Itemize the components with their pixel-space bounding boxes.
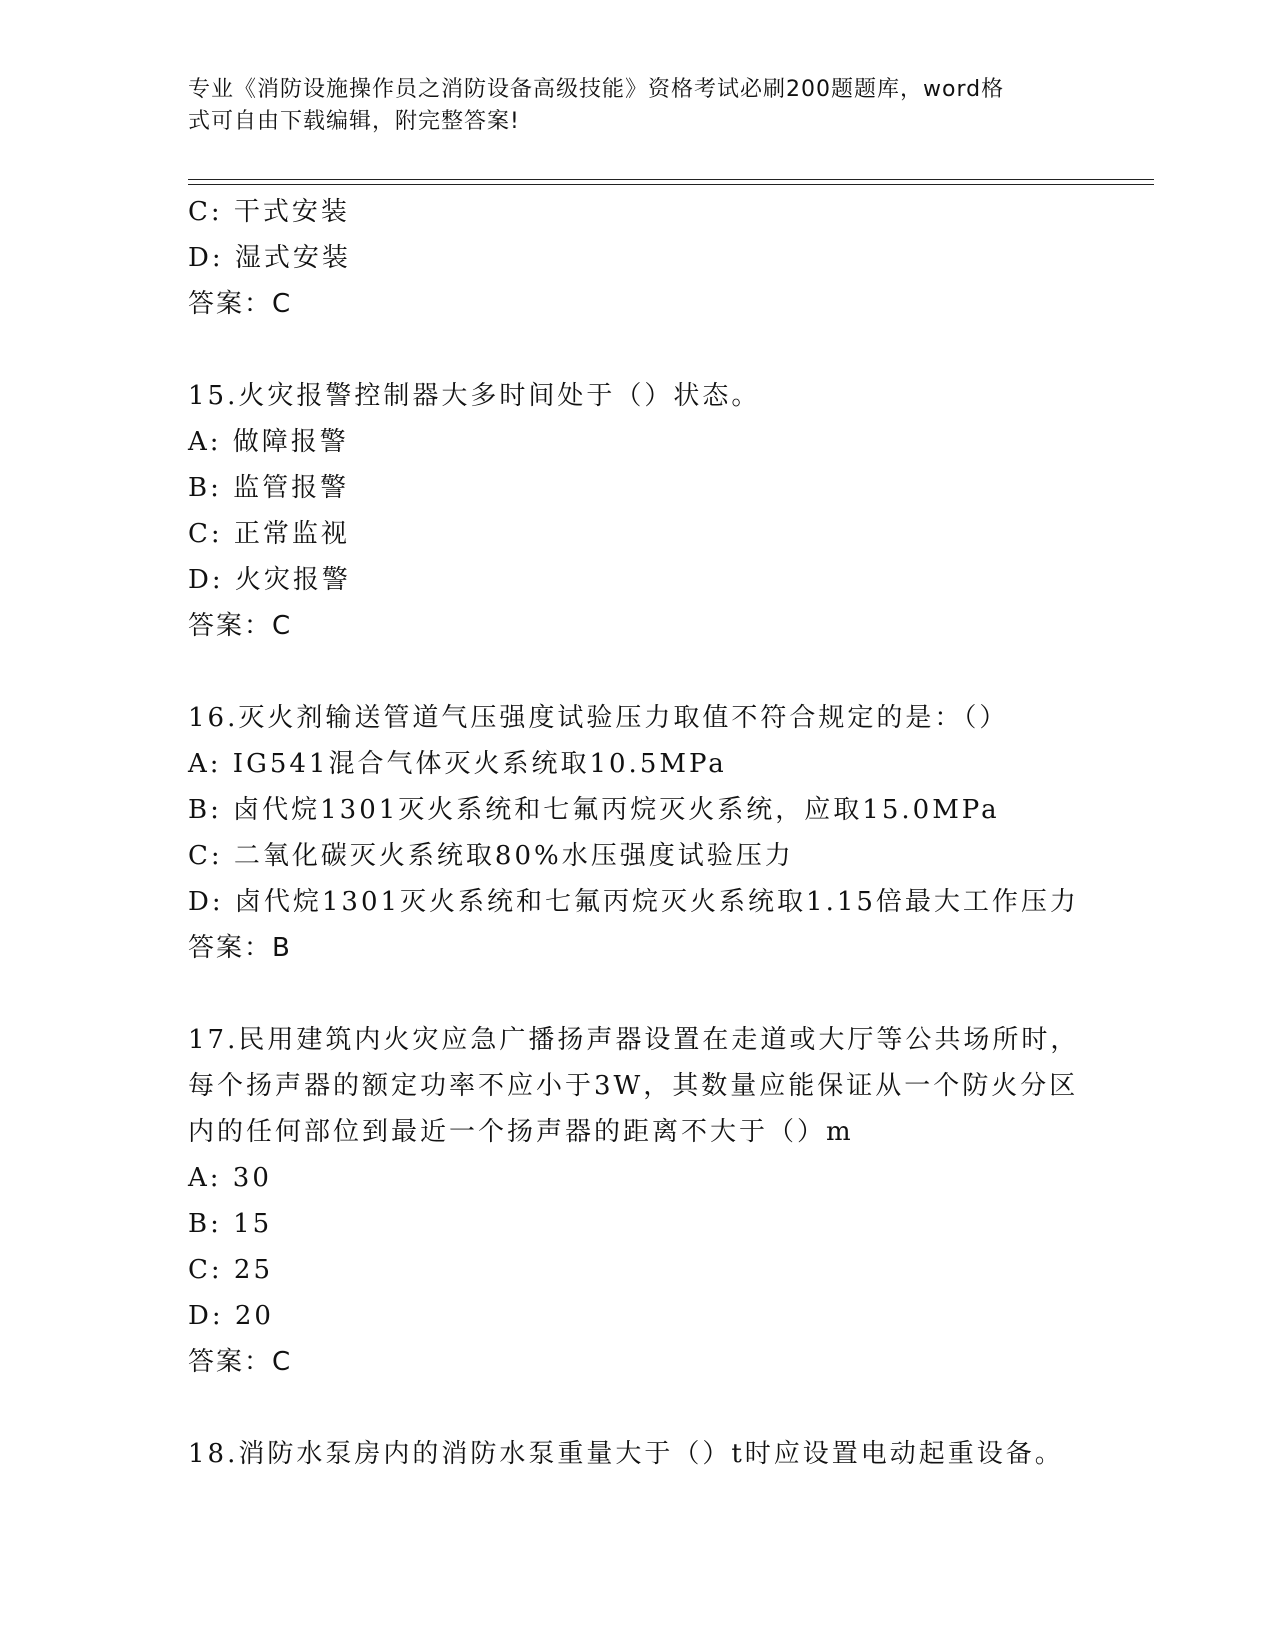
spacer	[188, 649, 1138, 695]
option-d: D: 湿式安装	[188, 243, 351, 273]
option-a: A: 30	[188, 1163, 272, 1193]
question-list	[188, 189, 1138, 1477]
option-c: C: 正常监视	[188, 519, 350, 549]
option-c: C: 干式安装	[188, 197, 350, 227]
answer-line: 答案：C	[188, 611, 293, 641]
document-header	[188, 74, 1068, 138]
question-18-stem: 18.消防水泵房内的消防水泵重量大于（）t时应设置电动起重设备。	[188, 1439, 1064, 1469]
option-d: D: 卤代烷1301灭火系统和七氟丙烷灭火系统取1.15倍最大工作压力	[188, 887, 1079, 917]
header-divider-top	[188, 179, 1154, 180]
spacer	[188, 1385, 1138, 1431]
answer-line: 答案：B	[188, 933, 292, 963]
option-d: D: 20	[188, 1301, 274, 1331]
option-a: A: IG541混合气体灭火系统取10.5MPa	[188, 749, 727, 779]
question-16-stem: 16.灭火剂输送管道气压强度试验压力取值不符合规定的是：（）	[188, 703, 1009, 733]
spacer	[188, 971, 1138, 1017]
option-b: B: 卤代烷1301灭火系统和七氟丙烷灭火系统，应取15.0MPa	[188, 795, 1000, 825]
option-d: D: 火灾报警	[188, 565, 351, 595]
answer-line: 答案：C	[188, 1347, 293, 1377]
option-b: B: 监管报警	[188, 473, 350, 503]
question-15-stem: 15.火灾报警控制器大多时间处于（）状态。	[188, 381, 761, 411]
option-c: C: 二氧化碳灭火系统取80%水压强度试验压力	[188, 841, 794, 871]
answer-line: 答案：C	[188, 289, 293, 319]
header-line-1: 专业《消防设施操作员之消防设备高级技能》资格考试必刷200题题库，word格	[188, 77, 1005, 102]
option-b: B: 15	[188, 1209, 273, 1239]
question-17-stem-line-1: 17.民用建筑内火灾应急广播扬声器设置在走道或大厅等公共场所时，	[188, 1025, 1080, 1055]
question-17-stem-line-3: 内的任何部位到最近一个扬声器的距离不大于（）m	[188, 1117, 854, 1147]
option-a: A: 做障报警	[188, 427, 349, 457]
header-line-2: 式可自由下载编辑，附完整答案!	[188, 109, 520, 134]
question-17-stem-line-2: 每个扬声器的额定功率不应小于3W，其数量应能保证从一个防火分区	[188, 1071, 1079, 1101]
header-divider-bottom	[188, 184, 1154, 185]
spacer	[188, 327, 1138, 373]
option-c: C: 25	[188, 1255, 274, 1285]
